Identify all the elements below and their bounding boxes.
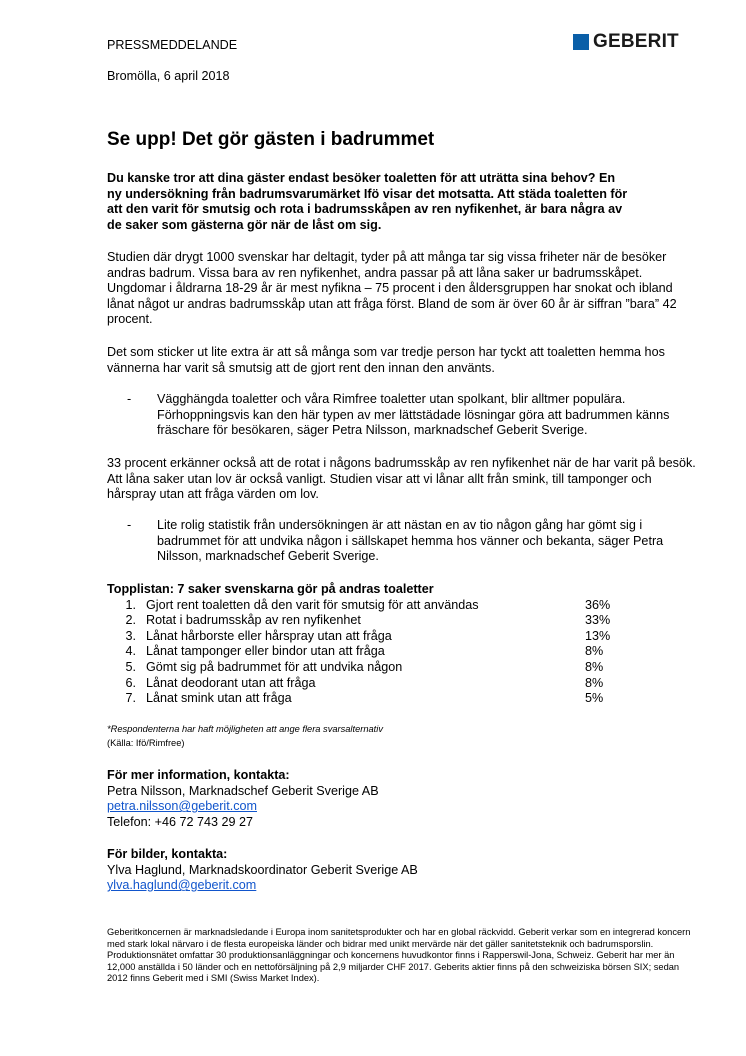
toplist-item-number: 6. (125, 675, 136, 690)
toplist-item-label: Lånat hårborste eller hårspray utan att fråga (146, 628, 392, 643)
document-label: PRESSMEDDELANDE (107, 38, 238, 52)
toplist-item-number: 1. (125, 597, 136, 612)
toplist-heading: Topplistan: 7 saker svenskarna gör på andras toaletter (107, 582, 434, 596)
toplist-item (107, 644, 697, 660)
quote-text-1: Vägghängda toaletter och våra Rimfree toaletter utan spolkant, blir alltmer populära. Förhoppningsvis kan den här typen av mer lättstädade lösningar göra att badrummen känns fräschare för besökaren, säger Petra Nilsson, marknadschef Geberit Sverige. (157, 392, 670, 438)
toplist-item-label: Gömt sig på badrummet för att undvika någon (146, 659, 403, 674)
toplist-item-percent: 33% (585, 613, 611, 628)
toplist-item (107, 629, 697, 645)
toplist-item-percent: 8% (585, 659, 604, 674)
geberit-logo (573, 33, 679, 51)
toplist-item (107, 676, 697, 692)
logo-square-icon (573, 34, 589, 50)
toplist-item-number: 7. (125, 691, 136, 706)
toplist-item (107, 613, 697, 629)
page-title: Se upp! Det gör gästen i badrummet (107, 129, 435, 150)
toplist (107, 582, 697, 707)
quote-text-2: Lite rolig statistik från undersökningen är att nästan en av tio någon gång har gömt sig i badrummet för att undvika någon i sällskapet hemma hos vänner och bekanta, säger Petra Nilsson, marknadschef Geberit Sverige. (157, 518, 664, 564)
toplist-item-label: Gjort rent toaletten då den varit för smutsig för att användas (146, 597, 479, 612)
dateline: Bromölla, 6 april 2018 (107, 69, 230, 83)
contact-images-heading: För bilder, kontakta: (107, 847, 228, 861)
toplist-item-percent: 5% (585, 691, 604, 706)
contact-images-email-link[interactable]: ylva.haglund@geberit.com (107, 878, 257, 893)
contact-images-block (107, 847, 697, 894)
toplist-item (107, 660, 697, 676)
toplist-item-number: 4. (125, 644, 136, 659)
toplist-item-number: 2. (125, 613, 136, 628)
bullet-dash: - (127, 392, 132, 406)
body-paragraph-3: 33 procent erkänner också att de rotat i någons badrumsskåp av ren nyfikenhet när de har varit på besök. Att låna saker utan lov är också vanligt. Studien visar att vi lånar allt från smink, till tamponger och hårspray utan att fråga värden om lov. (107, 456, 696, 502)
contact-info-block (107, 768, 697, 830)
contact-images-name: Ylva Haglund, Marknadskoordinator Geberit Sverige AB (107, 862, 418, 877)
contact-info-name: Petra Nilsson, Marknadschef Geberit Sverige AB (107, 783, 379, 798)
company-boilerplate: Geberitkoncernen är marknadsledande i Europa inom sanitetsprodukter och har en global räckvidd. Geberit verkar som en integrerad koncern med stark lokal närvaro i de flesta europeiska länder och bidrar med unikt mervärde när det gäller sanitetsteknik och badrumsporslin. Produktionsnätet omfattar 30 produktionsanläggningar och koncernens huvudkontor finns i Rapperswil-Jona, Schweiz. Geberit har mer än 12,000 anställda i 50 länder och en nettoförsäljning på 2,9 miljarder CHF 2017. Geberits aktier finns på den schweiziska börsen SIX; sedan 2012 finns Geberit med i SMI (Swiss Market Index). (107, 927, 691, 983)
contact-info-heading: För mer information, kontakta: (107, 768, 290, 782)
contact-info-email-link[interactable]: petra.nilsson@geberit.com (107, 799, 257, 814)
quote-bullet-1 (107, 392, 697, 439)
bullet-dash: - (127, 518, 132, 532)
toplist-item-label: Lånat deodorant utan att fråga (146, 675, 316, 690)
toplist-item-percent: 8% (585, 675, 604, 690)
toplist-item (107, 691, 697, 707)
lead-paragraph: Du kanske tror att dina gäster endast besöker toaletten för att uträtta sina behov? En ny undersökning från badrumsvarumärket Ifö visar det motsatta. Att städa toaletten för att den varit för smutsig och rota i badrumsskåpen av ren nyfikenhet, är bara några av de saker som gästerna gör när de låst om sig. (107, 171, 628, 232)
source-note: (Källa: Ifö/Rimfree) (107, 738, 185, 748)
toplist-item-percent: 8% (585, 644, 604, 659)
toplist-item-number: 3. (125, 628, 136, 643)
footnote: *Respondenterna har haft möjligheten att ange flera svarsalternativ (107, 724, 383, 734)
toplist-item (107, 598, 697, 614)
logo-wordmark: GEBERIT (593, 31, 679, 52)
toplist-item-percent: 13% (585, 628, 611, 643)
contact-info-phone: Telefon: +46 72 743 29 27 (107, 814, 254, 829)
toplist-item-number: 5. (125, 659, 136, 674)
body-paragraph-2: Det som sticker ut lite extra är att så många som var tredje person har tyckt att toaletten hemma hos vännerna har varit så smutsig att de gjort rent den innan den använts. (107, 345, 665, 375)
body-paragraph-1: Studien där drygt 1000 svenskar har deltagit, tyder på att många tar sig vissa friheter när de besöker andras badrum. Vissa bara av ren nyfikenhet, andra passar på att låna saker ur badrumsskåpet. Ungdomar i åldrarna 18-29 år är mest nyfikna – 75 procent i den åldersgruppen har snokat och ibland lånat något ur andras badrumsskåp utan att fråga först. Bland de som är över 60 år är siffran ”bara” 42 procent. (107, 250, 677, 327)
toplist-item-label: Lånat tamponger eller bindor utan att fråga (146, 644, 385, 659)
toplist-item-label: Rotat i badrumsskåp av ren nyfikenhet (146, 613, 361, 628)
toplist-item-label: Lånat smink utan att fråga (146, 691, 292, 706)
toplist-item-percent: 36% (585, 597, 611, 612)
toplist-rows (107, 598, 697, 707)
quote-bullet-2 (107, 518, 697, 565)
